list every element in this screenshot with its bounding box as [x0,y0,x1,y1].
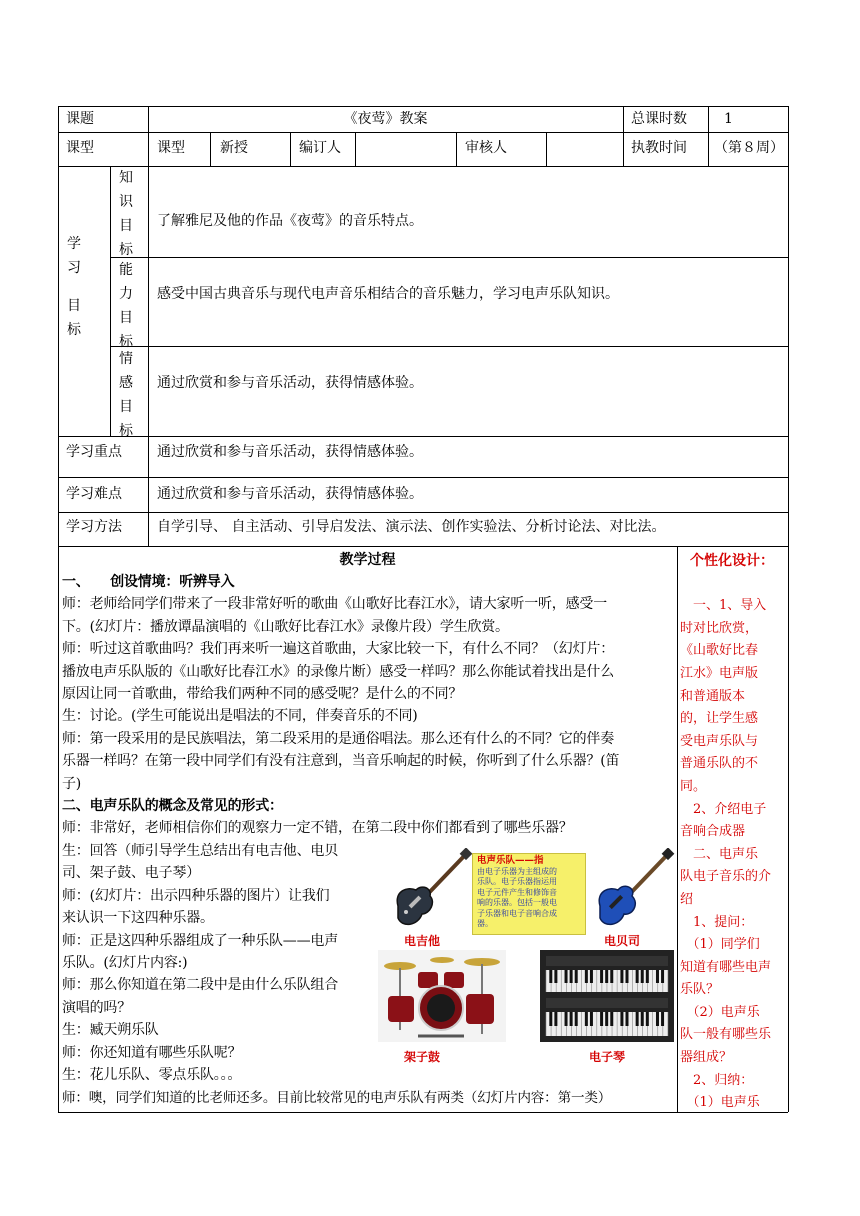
process-line: 乐器一样吗？在第一段中同学们有没有注意到，当音乐响起的时候，你听到了什么乐器？(笛 [62,753,620,770]
side-line: 同。 [680,778,707,794]
kexing-label: 课型 [66,140,94,156]
side-line: （1）同学们 [680,937,760,953]
zhijiao-label: 执教时间 [631,140,687,156]
process-line: 生：讨论。(学生可能说出是唱法的不同，伴奏音乐的不同) [62,708,418,725]
side-line: 队一般有哪些乐 [680,1027,772,1043]
key-points-text: 通过欣赏和参与音乐活动，获得情感体验。 [157,444,423,460]
electric-bass-image [594,848,676,930]
side-line: 知道有哪些电声 [680,959,772,975]
kexing-label-2: 课型 [157,140,185,156]
side-line: 绍 [680,891,694,907]
side-line: 音响合成器 [680,824,746,840]
personalized-design-column [680,550,784,1115]
side-line: 一、1、导入 [680,598,767,614]
process-line: 师：(幻灯片：出示四种乐器的图片）让我们 [62,887,330,904]
process-line: 师：非常好，老师相信你们的观察力一定不错，在第二段中你们都看到了哪些乐器？ [62,820,573,837]
side-line: 队电子音乐的介 [680,869,772,885]
bianding-label: 编订人 [299,140,341,156]
process-line: 司、架子鼓、电子琴） [62,865,200,882]
side-line: （2）电声乐 [680,1004,760,1020]
ability-text: 感受中国古典音乐与现代电声音乐相结合的音乐魅力，学习电声乐队知识。 [157,286,619,302]
process-line: 师：那么你知道在第二段中是由什么乐队组合 [62,977,338,994]
process-line: 师：正是这四种乐器组成了一种乐队——电声 [62,932,338,949]
box-line: 响的乐器。包括一般电 [477,898,557,907]
process-line: 下。(幻灯片：播放谭晶演唱的《山歌好比春江水》录像片段）学生欣赏。 [62,618,509,635]
process-line: 来认识一下这四种乐器。 [62,910,214,927]
drums-label: 架子鼓 [404,1050,441,1064]
zongkeshi-value: 1 [724,111,733,127]
box-line: 由电子乐器为主组成的 [477,866,557,876]
side-line: （1）电声乐 [680,1095,760,1111]
keyboard-label: 电子琴 [589,1050,626,1064]
knowledge-text: 了解雅尼及他的作品《夜莺》的音乐特点。 [157,213,423,229]
drum-kit-image [378,950,506,1042]
guitar-label: 电吉他 [404,934,441,948]
process-line: 生：臧天朔乐队 [62,1022,159,1039]
process-line: 播放电声乐队版的《山歌好比春江水》的录像片断）感受一样吗？那么你能试着找出是什么 [62,663,614,680]
side-line: 二、电声乐 [680,846,759,862]
keyboard-image [540,950,674,1042]
process-last-line: 师：噢，同学们知道的比老师还多。目前比较常见的电声乐队有两类（幻灯片内容：第一类） [62,1090,612,1106]
process-text [62,571,674,840]
side-line: 受电声乐队与 [680,733,759,749]
process-line: 师：老师给同学们带来了一段非常好听的歌曲《山歌好比春江水》，请大家听一听，感受一 [62,596,607,613]
side-line: 和普通版本 [680,688,746,704]
process-line: 演唱的吗？ [62,999,131,1016]
process-line: 生：回答（师引导学生总结出有电吉他、电贝 [62,843,338,859]
side-title: 个性化设计： [690,553,774,569]
goals-group-label: 学 习 目 标 [67,236,81,338]
difficulties-text: 通过欣赏和参与音乐活动，获得情感体验。 [157,486,423,502]
box-line: 乐队。电子乐器指运用 [477,877,557,886]
zongkeshi-label: 总课时数 [631,111,687,127]
side-line [680,573,784,596]
emotion-text: 通过欣赏和参与音乐活动，获得情感体验。 [157,375,423,391]
side-line: 2、归纳： [680,1072,754,1088]
knowledge-label: 知 识 目 标 [119,170,133,258]
side-line: 1、提问： [680,914,754,930]
box-line: 器。 [477,919,493,928]
side-line: 普通乐队的不 [680,756,759,772]
box-title: 电声乐队——指 [477,855,544,866]
process-line: 师：你还知道有哪些乐队呢？ [62,1044,242,1061]
process-line: 师：第一段采用的是民族唱法，第二段采用的是通俗唱法。那么还有什么的不同？它的伴奏 [62,730,614,747]
process-text-narrow [62,840,382,1086]
side-line: 江水》电声版 [680,665,759,681]
process-line: 乐队。(幻灯片内容:) [62,954,188,971]
section-heading: 一、 创设情境：听辨导入 [62,574,235,590]
difficulties-label: 学习难点 [66,486,122,502]
electric-guitar-image [392,848,474,930]
kexing-value: 新授 [220,140,248,156]
methods-label: 学习方法 [66,519,122,535]
side-line: 《山歌好比春 [680,643,759,659]
side-line: 器组成？ [680,1050,733,1066]
ability-label: 能 力 目 标 [119,262,133,350]
process-line: 师：听过这首歌曲吗？我们再来听一遍这首歌曲，大家比较一下，有什么不同？（幻灯片： [62,641,614,658]
process-line: 子) [62,775,82,792]
keti-label: 课题 [66,111,94,127]
box-line: 电子元件产生和修饰音 [477,887,557,897]
side-line: 乐队？ [680,982,720,998]
side-line: 2、介绍电子 [680,801,767,817]
page-title: 《夜莺》教案 [343,111,428,127]
key-points-label: 学习重点 [66,444,122,460]
process-line: 原因让同一首歌曲，带给我们两种不同的感受呢？是什么的不同？ [62,685,463,702]
process-line: 生：花儿乐队、零点乐队。。。 [62,1066,242,1083]
zhijiao-value: （第８周） [714,140,784,156]
shenhe-label: 审核人 [465,140,507,156]
section-heading: 二、电声乐队的概念及常见的形式： [62,797,283,814]
box-line: 子乐器和电子音响合成 [477,908,557,918]
process-title: 教学过程 [339,552,396,568]
definition-box [472,853,586,935]
methods-text: 自学引导、 自主活动、引导启发法、演示法、创作实验法、分析讨论法、对比法。 [157,519,666,535]
bass-label: 电贝司 [604,934,641,948]
emotion-label: 情 感 目 标 [119,351,133,439]
side-line: 的，让学生感 [680,711,759,727]
side-line: 时对比欣赏， [680,620,759,636]
